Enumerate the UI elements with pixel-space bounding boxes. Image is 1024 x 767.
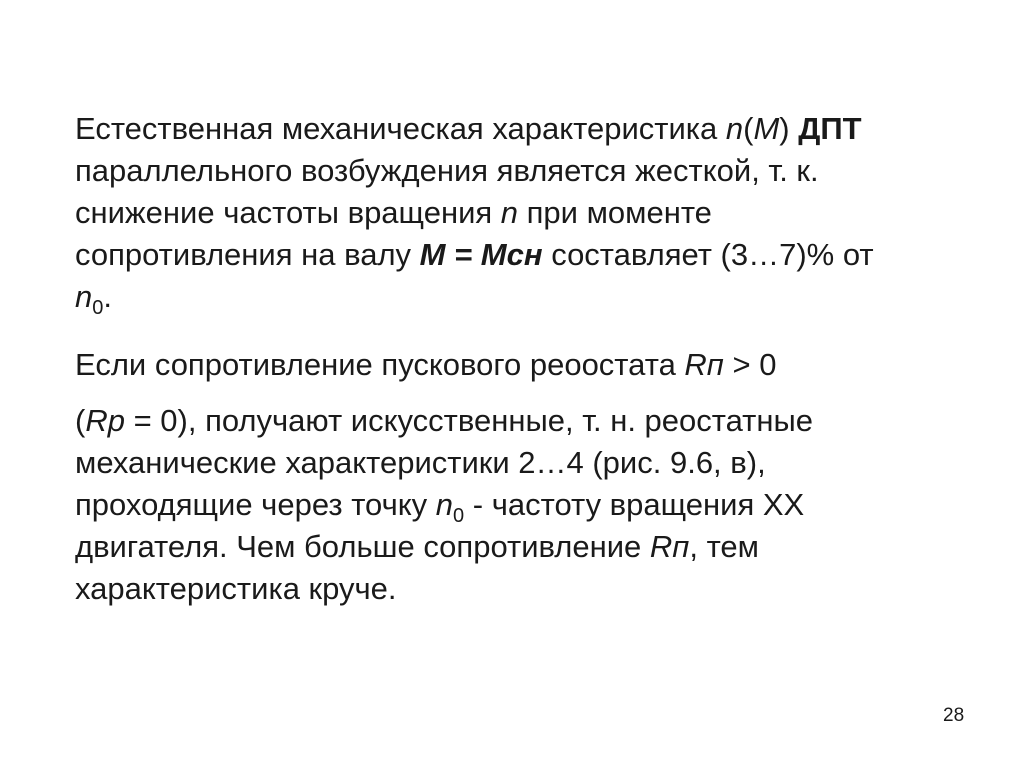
paragraph-spacer: [75, 318, 975, 344]
formula-m-equals-msn: M = Mсн: [419, 237, 543, 272]
text-run: > 0: [723, 347, 777, 382]
symbol-rr: Rр: [85, 403, 125, 438]
text-run: = 0), получают искусственные, т. н. реостатные: [124, 403, 814, 438]
text-line: [75, 192, 975, 234]
text-run: проходящие через точку: [75, 487, 436, 522]
text-line: [75, 276, 975, 318]
text-line: [75, 108, 975, 150]
page-number: 28: [943, 705, 965, 726]
symbol-rp: Rп: [684, 347, 724, 382]
text-line: [75, 344, 975, 386]
text-run: - частоту вращения ХХ: [464, 487, 805, 522]
text-run: снижение частоты вращения: [75, 195, 501, 230]
symbol-n: n: [725, 111, 744, 146]
text-run: , тем: [689, 529, 759, 564]
term-dpt: ДПТ: [798, 111, 862, 146]
text-run: Естественная механическая характеристика: [75, 111, 726, 146]
text-line: механические характеристики 2…4 (рис. 9.6, в),: [75, 445, 766, 480]
symbol-n: n: [500, 195, 519, 230]
text-run: двигателя. Чем больше сопротивление: [75, 529, 650, 564]
text-line: [75, 400, 975, 442]
text-run: при моменте: [518, 195, 712, 230]
slide-body-text: [75, 108, 975, 610]
text-line: [75, 234, 975, 276]
text-line: характеристика круче.: [75, 571, 397, 606]
symbol-n: n: [435, 487, 454, 522]
text-run: (: [743, 111, 754, 146]
paragraph-rheostat-characteristics: [75, 400, 975, 610]
text-line: [75, 484, 975, 526]
symbol-rp: Rп: [649, 529, 690, 564]
text-run: сопротивления на валу: [75, 237, 420, 272]
text-run: Если сопротивление пускового реоостата: [75, 347, 685, 382]
text-run: (: [75, 403, 86, 438]
symbol-m: M: [753, 111, 780, 146]
paragraph-spacer: [75, 386, 975, 400]
text-line: параллельного возбуждения является жесткой, т. к.: [75, 153, 819, 188]
subscript-zero: 0: [453, 505, 465, 527]
text-run: составляет (3…7)% от: [542, 237, 874, 272]
paragraph-natural-characteristic: [75, 108, 975, 318]
paragraph-starting-resistance: [75, 344, 975, 386]
subscript-zero: 0: [92, 297, 104, 319]
symbol-n: n: [75, 279, 93, 314]
text-run: .: [103, 279, 112, 314]
text-line: [75, 526, 975, 568]
text-run: ): [779, 111, 799, 146]
